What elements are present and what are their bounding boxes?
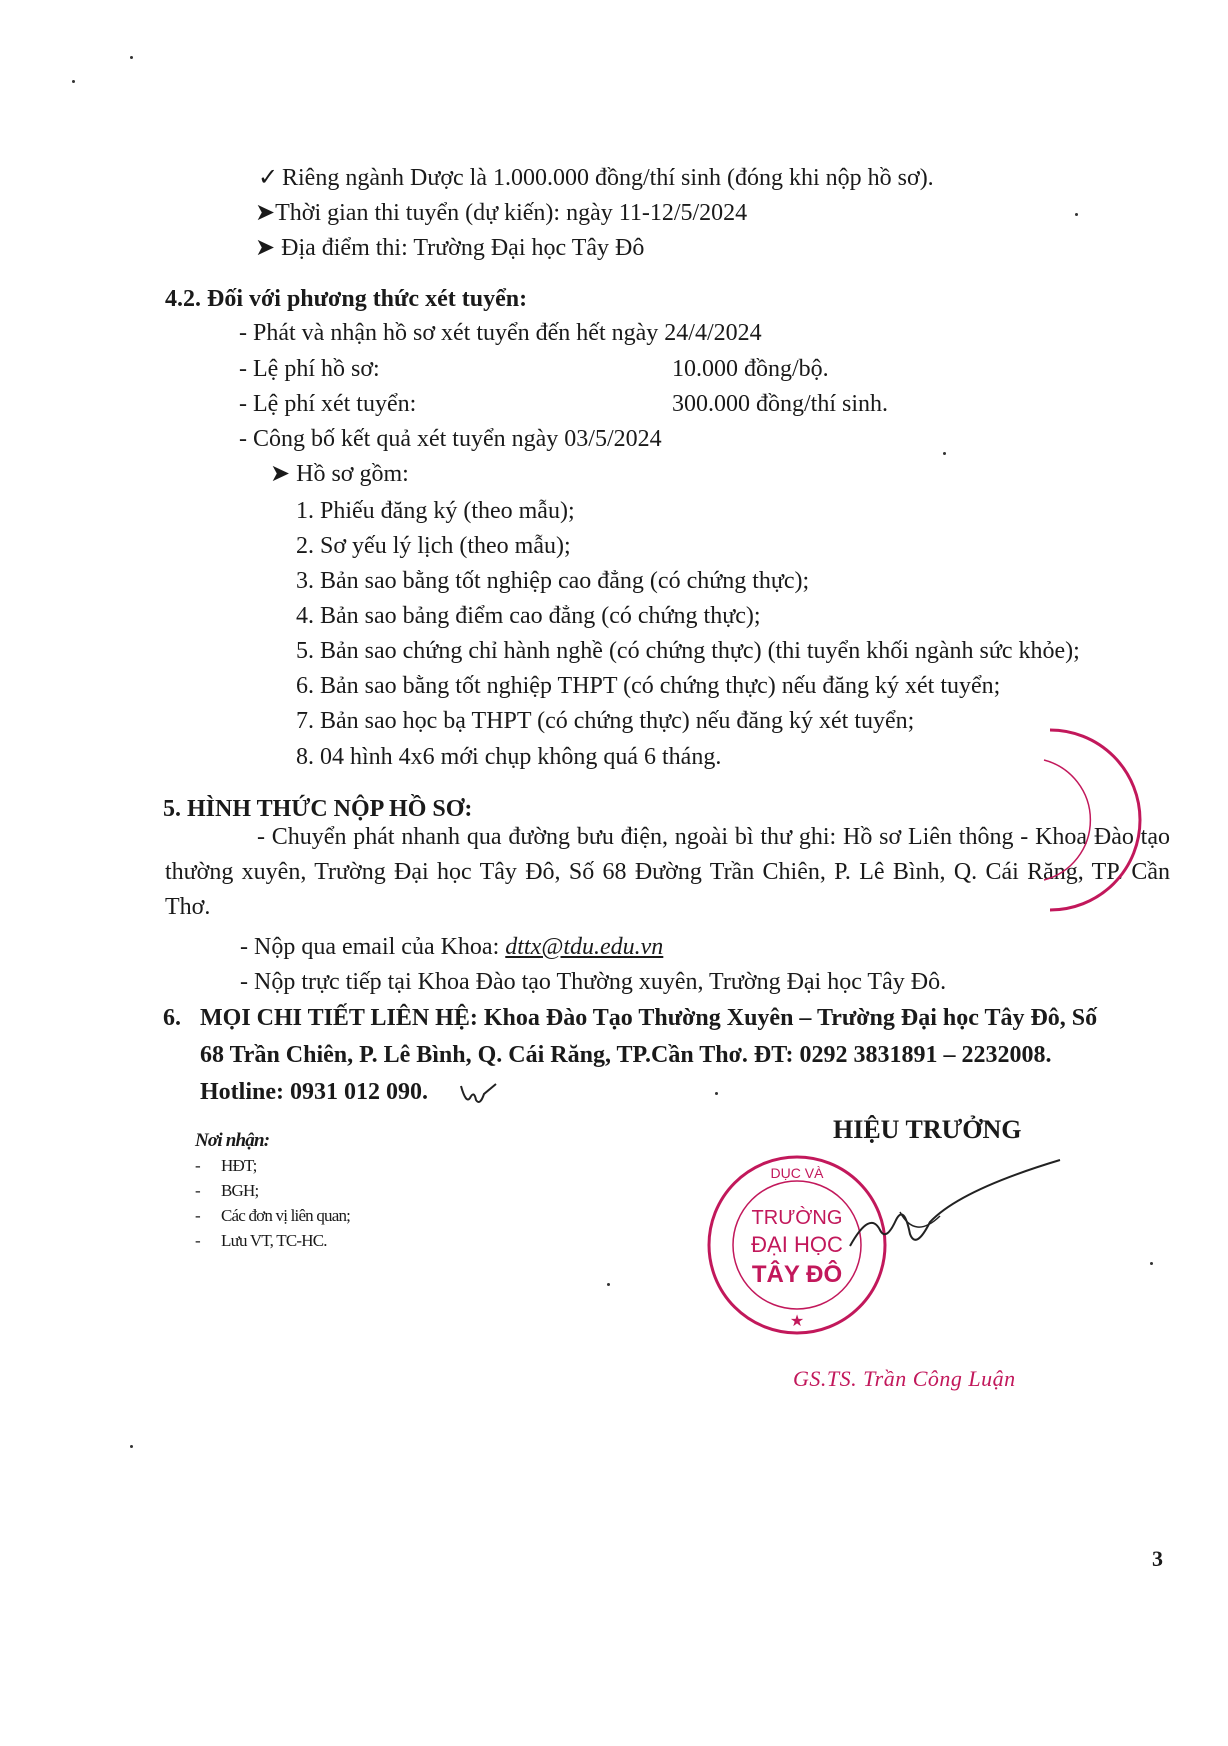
arrow-bullet-icon: ➤ — [270, 461, 291, 487]
seal-inner-line-2: ĐẠI HỌC — [751, 1232, 843, 1257]
deadline-line: - Phát và nhận hồ sơ xét tuyển đến hết ngày 24/4/2024 — [239, 320, 762, 346]
exam-place-line — [255, 233, 644, 263]
document-item: 1. Phiếu đăng ký (theo mẫu); — [296, 498, 575, 524]
section-4-2-heading: 4.2. Đối với phương thức xét tuyển: — [165, 286, 528, 312]
recipient-item: - BGH; — [195, 1181, 259, 1200]
signer-name: GS.TS. Trần Công Luận — [793, 1366, 1016, 1391]
recipient-text: BGH; — [221, 1181, 259, 1200]
recipients-title: Nơi nhận: — [195, 1130, 270, 1151]
contact-line-1: MỌI CHI TIẾT LIÊN HỆ: Khoa Đào Tạo Thường Xuyên – Trường Đại học Tây Đô, Số — [200, 1005, 1098, 1031]
scan-speck — [607, 1283, 610, 1286]
document-item: 4. Bản sao bảng điểm cao đẳng (có chứng thực); — [296, 603, 761, 629]
document-item: 7. Bản sao học bạ THPT (có chứng thực) nếu đăng ký xét tuyển; — [296, 708, 915, 734]
documents-heading: Hồ sơ gồm: — [296, 461, 409, 487]
seal-inner-line-1: TRƯỜNG — [751, 1207, 843, 1229]
scan-speck — [130, 56, 133, 59]
seal-outer-text: DỤC VÀ — [770, 1165, 824, 1181]
document-item: 3. Bản sao bằng tốt nghiệp cao đẳng (có chứng thực); — [296, 568, 810, 594]
document-item: 6. Bản sao bằng tốt nghiệp THPT (có chứng thực) nếu đăng ký xét tuyển; — [296, 673, 1001, 699]
document-item: 8. 04 hình 4x6 mới chụp không quá 6 tháng. — [296, 744, 722, 770]
initials-scribble — [458, 1080, 498, 1108]
exam-place-text: Địa điểm thi: Trường Đại học Tây Đô — [281, 235, 645, 261]
file-fee-value: 10.000 đồng/bộ. — [672, 356, 829, 382]
page-number: 3 — [1152, 1546, 1163, 1571]
recipient-item: - HĐT; — [195, 1156, 257, 1175]
exam-time-line — [255, 198, 747, 228]
submit-by-email-prefix: - Nộp qua email của Khoa: — [240, 934, 506, 960]
pharmacy-fee-line — [258, 163, 934, 193]
email-link[interactable]: dttx@tdu.edu.vn — [505, 934, 664, 960]
scan-speck — [72, 80, 75, 83]
recipients-block — [195, 1128, 350, 1253]
document-item: 5. Bản sao chứng chỉ hành nghề (có chứng thực) (thi tuyển khối ngành sức khỏe); — [296, 638, 1080, 664]
submit-in-person: - Nộp trực tiếp tại Khoa Đào tạo Thường xuyên, Trường Đại học Tây Đô. — [240, 969, 947, 995]
submit-by-post: - Chuyển phát nhanh qua đường bưu điện, ngoài bì thư ghi: Hồ sơ Liên thông - Khoa Đào tạo thường xuyên, Trường Đại học Tây Đô, Số 68 Đường Trần Chiên, P. Lê Bình, Q. Cái Răng, TP. Cần Thơ. — [165, 824, 1170, 920]
pharmacy-fee-text: Riêng ngành Dược là 1.000.000 đồng/thí sinh (đóng khi nộp hồ sơ). — [282, 165, 934, 191]
recipient-item: - Các đơn vị liên quan; — [195, 1206, 351, 1225]
recipient-text: Các đơn vị liên quan; — [221, 1206, 351, 1225]
deadline-text: Phát và nhận hồ sơ xét tuyển đến hết ngày 24/4/2024 — [253, 320, 762, 346]
section-6-number: 6. — [163, 1005, 181, 1031]
arrow-bullet-icon: ➤ — [255, 235, 276, 261]
file-fee-label: Lệ phí hồ sơ: — [253, 356, 380, 382]
review-fee-value: 300.000 đồng/thí sinh. — [672, 391, 889, 417]
contact-line-2: 68 Trần Chiên, P. Lê Bình, Q. Cái Răng, TP.Cần Thơ. ĐT: 0292 3831891 – 2232008. — [200, 1042, 1052, 1068]
result-date-line: - Công bố kết quả xét tuyển ngày 03/5/2024 — [239, 426, 662, 452]
scan-speck — [130, 1445, 133, 1448]
scan-speck — [943, 452, 946, 455]
scan-speck — [1150, 1262, 1153, 1265]
recipient-item: - Lưu VT, TC-HC. — [195, 1231, 327, 1250]
partial-seal-stamp — [1040, 720, 1160, 920]
signature-title: HIỆU TRƯỞNG — [833, 1115, 1022, 1144]
exam-time-text: Thời gian thi tuyển (dự kiến): ngày 11-12/5/2024 — [275, 200, 748, 226]
review-fee-label: Lệ phí xét tuyển: — [253, 391, 417, 417]
document-item: 2. Sơ yếu lý lịch (theo mẫu); — [296, 533, 571, 559]
scan-speck — [715, 1092, 718, 1095]
contact-line-3: Hotline: 0931 012 090. — [200, 1079, 428, 1105]
section-5-heading: 5. HÌNH THỨC NỘP HỒ SƠ: — [163, 796, 473, 822]
recipient-text: Lưu VT, TC-HC. — [221, 1231, 327, 1250]
checkmark-icon: ✓ — [258, 165, 279, 191]
signature-scribble — [840, 1150, 1070, 1270]
seal-star: ★ — [789, 1313, 805, 1330]
file-fee-line: - Lệ phí hồ sơ: 10.000 đồng/bộ. — [239, 356, 829, 382]
recipient-text: HĐT; — [221, 1156, 257, 1175]
submit-by-email-line — [240, 932, 663, 962]
scan-speck — [1075, 213, 1078, 216]
documents-heading-line — [270, 459, 409, 489]
result-date-text: Công bố kết quả xét tuyển ngày 03/5/2024 — [253, 426, 662, 452]
arrow-bullet-icon: ➤ — [255, 200, 276, 226]
review-fee-line: - Lệ phí xét tuyển: 300.000 đồng/thí sinh. — [239, 391, 889, 417]
seal-inner-line-3: TÂY ĐÔ — [751, 1261, 843, 1288]
